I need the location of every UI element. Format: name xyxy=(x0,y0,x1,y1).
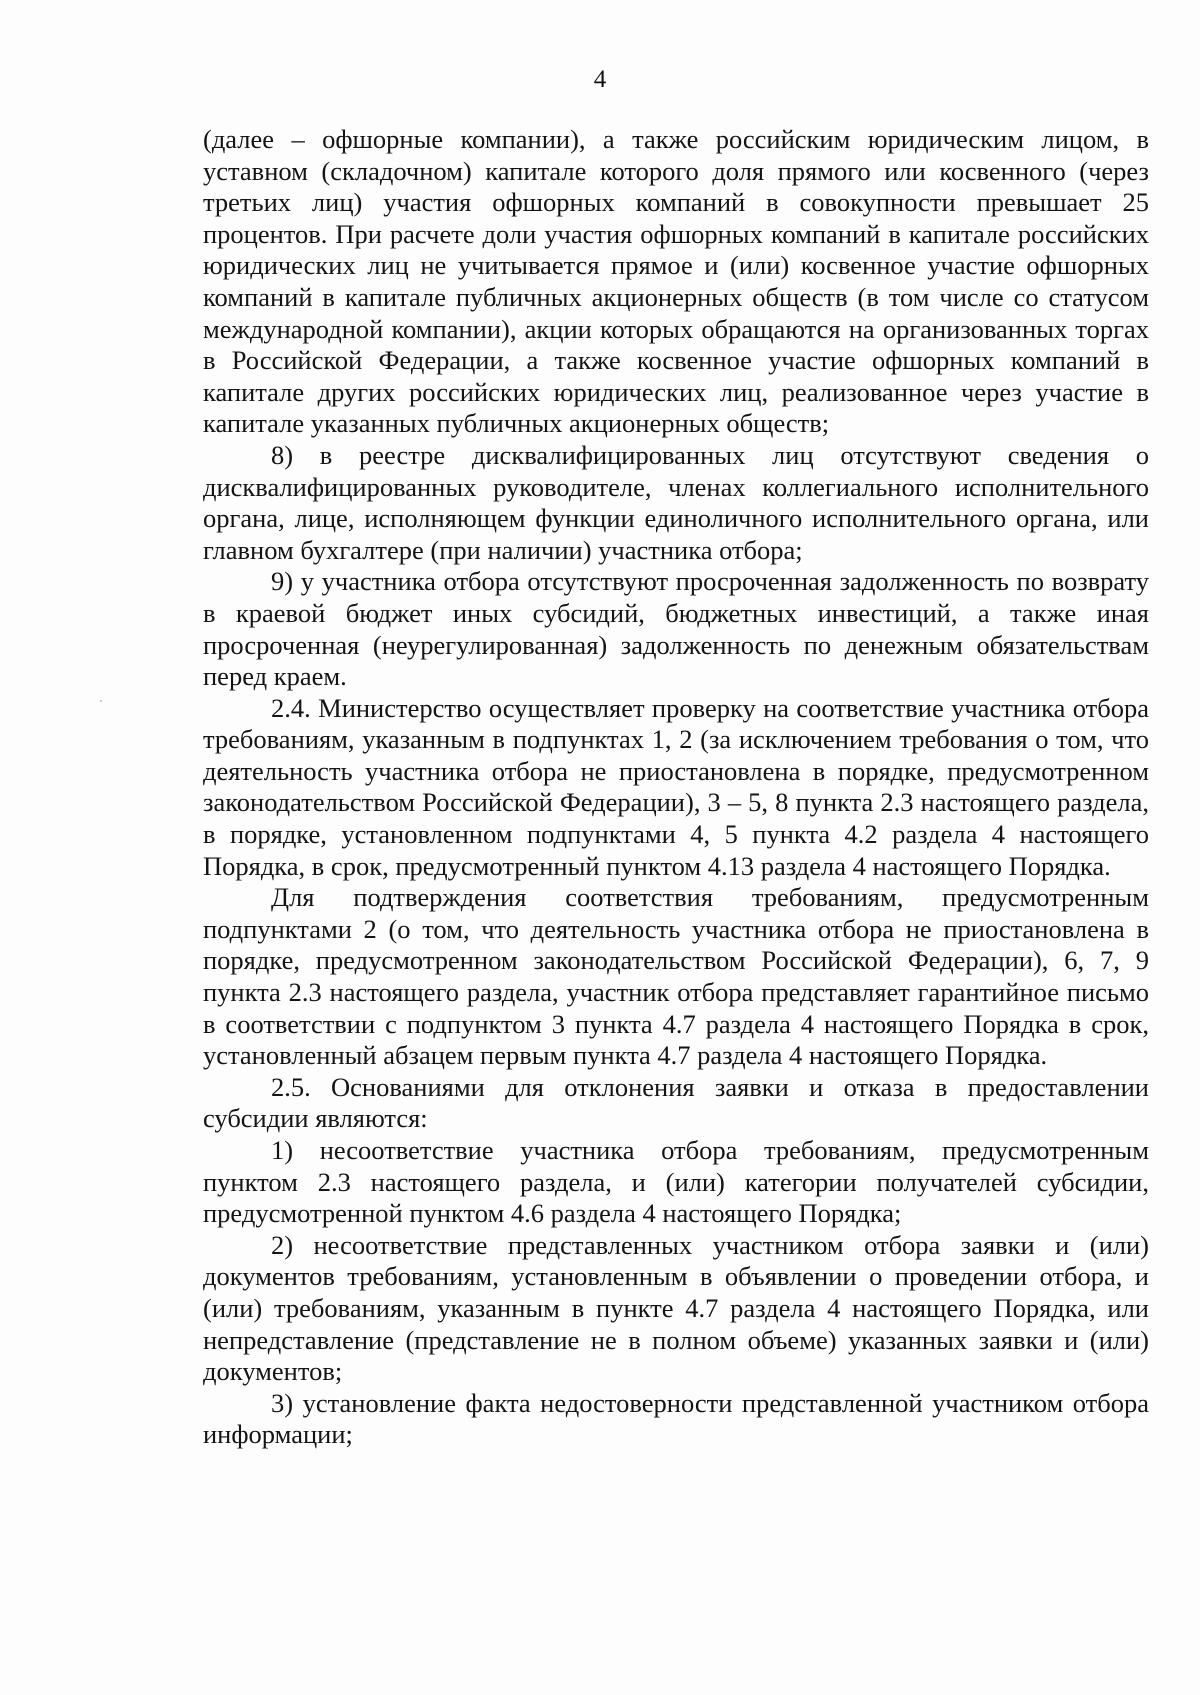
paragraph-clause-2-5: 2.5. Основаниями для отклонения заявки и отказа в предоставлении субсидии являются: xyxy=(203,1071,1149,1134)
paragraph-confirmation: Для подтверждения соответствия требованиям, предусмотренным подпунктами 2 (о том, что деятельность участника отбора не приостановлена в порядке, предусмотренном законодательством Российской Федерации), 6, 7, 9 пункта 2.3 настоящего раздела, участник отбора представляет гарантийное письмо в соответствии с подпунктом 3 пункта 4.7 раздела 4 настоящего Порядка в срок, установленный абзацем первым пункта 4.7 раздела 4 настоящего Порядка. xyxy=(203,882,1149,1071)
paragraph-ground-2: 2) несоответствие представленных участником отбора заявки и (или) документов требованиям, установленным в объявлении о проведении отбора, и (или) требованиям, указанным в пункте 4.7 раздела 4 настоящего Порядка, или непредставление (представление не в полном объеме) указанных заявки и (или) документов; xyxy=(203,1229,1149,1387)
document-body xyxy=(203,124,1149,1451)
page-number: 4 xyxy=(593,66,607,93)
paragraph-clause-2-4: 2.4. Министерство осуществляет проверку на соответствие участника отбора требованиям, указанным в подпунктах 1, 2 (за исключением требования о том, что деятельность участника отбора не приостановлена в порядке, предусмотренном законодательством Российской Федерации), 3 – 5, 8 пункта 2.3 настоящего раздела, в порядке, установленном подпунктами 4, 5 пункта 4.2 раздела 4 настоящего Порядка, в срок, предусмотренный пунктом 4.13 раздела 4 настоящего Порядка. xyxy=(203,692,1149,881)
paragraph-continuation: (далее – офшорные компании), а также российским юридическим лицом, в уставном (складочном) капитале которого доля прямого или косвенного (через третьих лиц) участия офшорных компаний в совокупности превышает 25 процентов. При расчете доли участия офшорных компаний в капитале российских юридических лиц не учитывается прямое и (или) косвенное участие офшорных компаний в капитале публичных акционерных обществ (в том числе со статусом международной компании), акции которых обращаются на организованных торгах в Российской Федерации, а также косвенное участие офшорных компаний в капитале других российских юридических лиц, реализованное через участие в капитале указанных публичных акционерных обществ; xyxy=(203,124,1149,439)
paragraph-item-9: 9) у участника отбора отсутствуют просроченная задолженность по возврату в краевой бюджет иных субсидий, бюджетных инвестиций, а также иная просроченная (неурегулированная) задолженность по денежным обязательствам перед краем. xyxy=(203,566,1149,692)
paragraph-item-8: 8) в реестре дисквалифицированных лиц отсутствуют сведения о дисквалифицированных руководителе, членах коллегиального исполнительного органа, лице, исполняющем функции единоличного исполнительного органа, или главном бухгалтере (при наличии) участника отбора; xyxy=(203,439,1149,565)
scan-speck xyxy=(100,700,102,702)
paragraph-ground-1: 1) несоответствие участника отбора требованиям, предусмотренным пунктом 2.3 настоящего раздела, и (или) категории получателей субсидии, предусмотренной пунктом 4.6 раздела 4 настоящего Порядка; xyxy=(203,1135,1149,1229)
paragraph-ground-3: 3) установление факта недостоверности представленной участником отбора информации; xyxy=(203,1387,1149,1450)
